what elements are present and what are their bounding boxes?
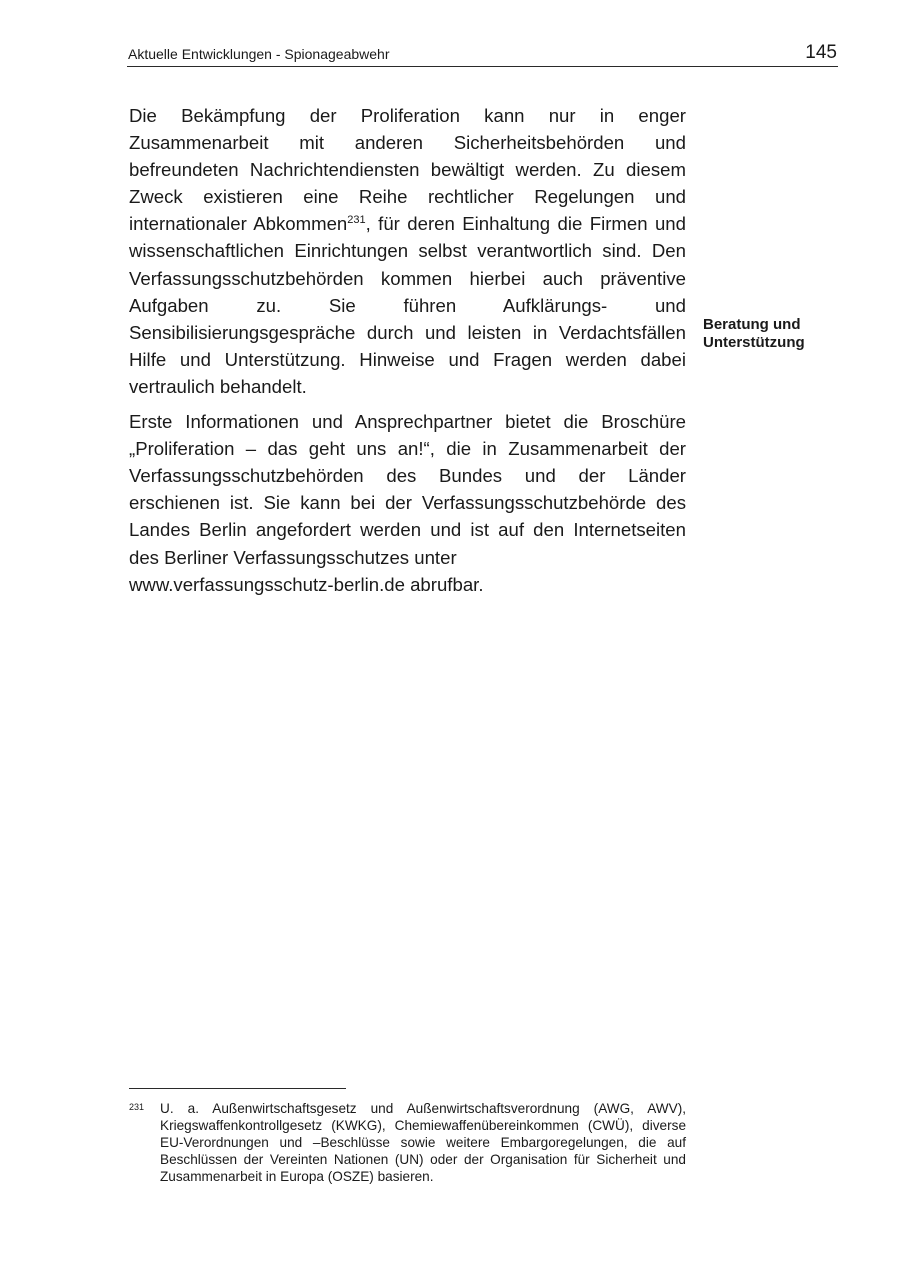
footnote <box>129 1100 686 1185</box>
margin-note-line-2: Unterstützung <box>703 334 805 351</box>
page-number: 145 <box>805 42 837 63</box>
margin-note <box>703 316 843 352</box>
footnote-reference: 231 <box>347 214 366 227</box>
footnote-separator <box>129 1088 346 1089</box>
margin-note-line-1: Beratung und <box>703 316 801 333</box>
footnote-text: U. a. Außenwirtschaftsgesetz und Außenwirtschaftsverordnung (AWG, AWV), Kriegswaffenkontrollgesetz (KWKG), Chemiewaffenübereinkommen (CWÜ), diverse EU-Verordnungen und –Beschlüsse sowie weitere Embargoregelungen, die auf Beschlüssen der Vereinten Nationen (UN) oder der Organisation für Sicherheit und Zusammenarbeit in Europa (OSZE) basieren. <box>160 1101 686 1184</box>
paragraph-1 <box>129 102 686 400</box>
paragraph-2 <box>129 408 686 598</box>
paragraph-1-text-a: Die Bekämpfung der Proliferation kann nur in enger Zusammenarbeit mit anderen Sicherheitsbehörden und befreundeten Nachrichtendiensten bewältigt werden. Zu diesem Zweck existieren eine Reihe rechtlicher Regelungen und internationaler Abkommen <box>129 105 686 235</box>
page-header <box>127 38 838 67</box>
footnote-number: 231 <box>129 1102 145 1112</box>
paragraph-2-url-line: www.verfassungsschutz-berlin.de abrufbar. <box>129 573 484 595</box>
running-title: Aktuelle Entwicklungen - Spionageabwehr <box>128 46 390 62</box>
paragraph-1-text-b: , für deren Einhaltung die Firmen und wissenschaftlichen Einrichtungen selbst verantwortlich sind. Den Verfassungsschutzbehörden kommen hierbei auch präventive Aufgaben zu. Sie führen Aufklärungs- und Sensibilisierungsgespräche durch und leisten in Verdachtsfällen Hilfe und Unterstützung. Hinweise und Fragen werden dabei vertraulich behandelt. <box>129 213 686 397</box>
main-text <box>129 102 686 606</box>
paragraph-2-text: Erste Informationen und Ansprechpartner bietet die Broschüre „Proliferation – das geht uns an!“, die in Zusammenarbeit der Verfassungsschutzbehörden des Bundes und der Länder erschienen ist. Sie kann bei der Verfassungsschutzbehörde des Landes Berlin angefordert werden und ist auf den Internetseiten des Berliner Verfassungsschutzes unter <box>129 411 686 568</box>
